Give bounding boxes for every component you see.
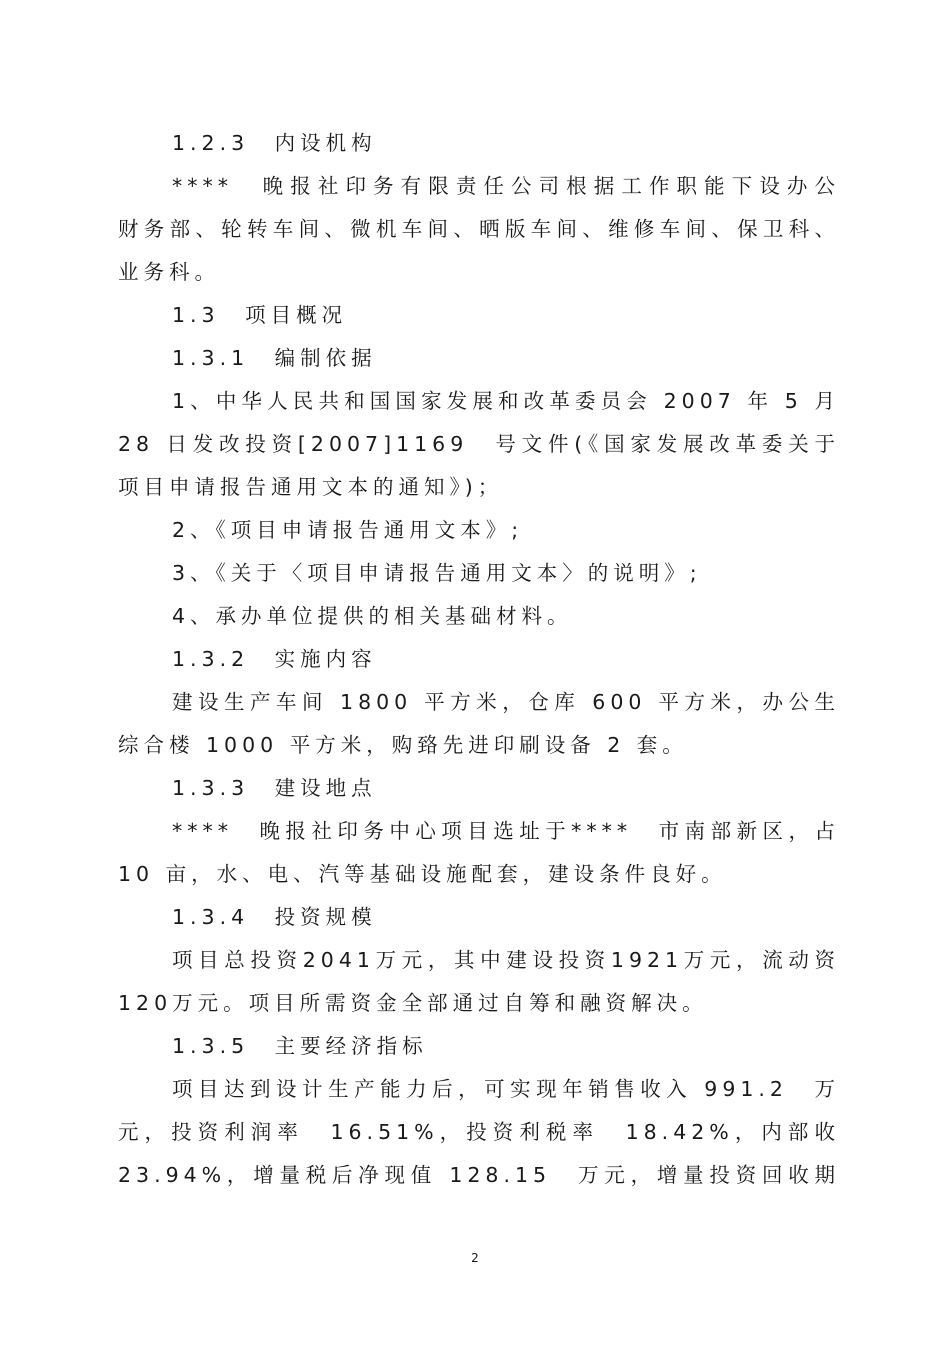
list-item: 1、中华人民共和国国家发展和改革委员会 2007 年 5 月 [172,389,840,413]
paragraph-line: 项目总投资2041万元，其中建设投资1921万元，流动资 [172,948,840,972]
paragraph-line: 综合楼 1000 平方米，购臵先进印刷设备 2 套。 [118,733,688,757]
list-item: 3、《关于〈项目申请报告通用文本〉的说明》; [172,561,702,585]
paragraph-line: 财务部、轮转车间、微机车间、晒版车间、维修车间、保卫科、 [118,217,840,241]
list-item-continued: 项目申请报告通用文本的通知》)； [118,475,504,499]
list-item: 4、承办单位提供的相关基础材料。 [172,604,573,628]
paragraph-line: **** 晚报社印务有限责任公司根据工作职能下设办公 [172,174,840,198]
section-heading-1-3-5: 1.3.5 主要经济指标 [172,1034,428,1058]
paragraph-line: 业务科。 [118,260,220,284]
page-number: 2 [471,1251,479,1265]
paragraph-line: 项目达到设计生产能力后，可实现年销售收入 991.2 万 [172,1077,840,1101]
section-heading-1-3-4: 1.3.4 投资规模 [172,905,377,929]
paragraph-line: 10 亩，水、电、汽等基础设施配套，建设条件良好。 [118,862,727,886]
paragraph-line: 120万元。项目所需资金全部通过自筹和融资解决。 [118,991,708,1015]
paragraph-line: 元，投资利润率 16.51%，投资利税率 18.42%，内部收 [118,1120,840,1144]
section-heading-1-3-3: 1.3.3 建设地点 [172,776,377,800]
section-heading-1-3: 1.3 项目概况 [172,303,348,327]
list-item-continued: 28 日发改投资[2007]1169 号文件(《国家发展改革委关于 [118,432,840,456]
section-heading-1-3-1: 1.3.1 编制依据 [172,346,377,370]
paragraph-line: 建设生产车间 1800 平方米，仓库 600 平方米，办公生 [172,690,840,714]
section-heading-1-2-3: 1.2.3 内设机构 [172,131,377,155]
paragraph-line: **** 晚报社印务中心项目选址于**** 市南部新区，占 [172,819,840,843]
paragraph-line: 23.94%，增量税后净现值 128.15 万元，增量投资回收期 [118,1163,840,1187]
list-item: 2、《项目申请报告通用文本》; [172,518,524,542]
section-heading-1-3-2: 1.3.2 实施内容 [172,647,377,671]
